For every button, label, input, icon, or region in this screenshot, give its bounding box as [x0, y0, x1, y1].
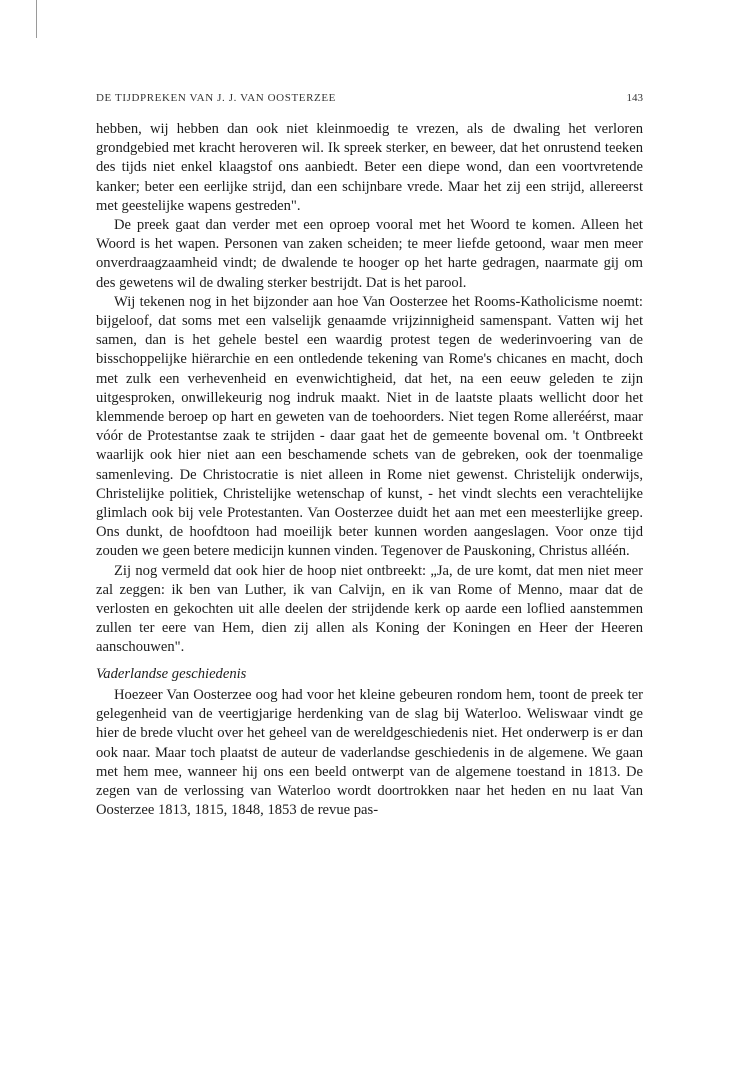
- running-header: [96, 92, 643, 104]
- page-number: 143: [626, 92, 643, 104]
- paragraph: hebben, wij hebben dan ook niet kleinmoedig te vrezen, als de dwaling het verloren grondgebied met kracht heroveren wil. Ik spreek sterker, en beweer, dat het onrustend teeken des tijds niet enkel klaagstof ons aanbiedt. Beter een diepe wond, dan een voortvretende kanker; beter een eerlijke strijd, dan een schijnbare vrede. Maar het zij een strijd, allereerst met geestelijke wapens gestreden".: [96, 121, 643, 214]
- scan-edge-line: [36, 0, 37, 38]
- body-text: [96, 120, 643, 820]
- paragraph: Wij tekenen nog in het bijzonder aan hoe Van Oosterzee het Rooms-Katholicisme noemt: bijgeloof, dat soms met een valselijk genaamde vrijzinnigheid samenspant. Vatten wij het samen, dan is het gehele bestel een waardig protest tegen de wederinvoering van de bisschoppelijke hiërarchie en een ontledende tekening van Rome's chicanes en macht, doch met zulk een verhevenheid en evenwichtigheid, dat het, na een eeuw geleden te zijn uitgesproken, onwillekeurig nog indruk maakt. Niet in de laatste plaats wellicht door het klemmende beroep op hart en geweten van de toehoorders. Niet tegen Rome alleréérst, maar vóór de Protestantse zaak te strijden - daar gaat het de gemeente bovenal om. 't Ontbreekt waarlijk ook hier niet aan een beschamende schets van de gebreken, ook der toenmalige samenleving. De Christocratie is niet alleen in Rome niet gewenst. Christelijk onderwijs, Christelijke politiek, Christelijke wetenschap of kunst, - het vindt slechts een verachtelijke glimlach ook bij vele Protestanten. Van Oosterzee duidt het aan met een meesterlijke greep. Ons dunkt, de hoofdtoon had moeilijk beter kunnen worden aangeslagen. Voor onze tijd zouden we geen betere medicijn kunnen vinden. Tegenover de Pauskoning, Christus alléén.: [96, 293, 643, 560]
- paragraph: De preek gaat dan verder met een oproep vooral met het Woord te komen. Alleen het Woord is het wapen. Personen van zaken scheiden; te meer liefde getoond, waar men meer onverdraagzaamheid vindt; de dwalende te hooger op het harte gedragen, naarmate gij om des gewetens wil de dwaling sterker bestrijdt. Dat is het parool.: [96, 217, 643, 291]
- section-heading: Vaderlandse geschiedenis: [96, 665, 247, 682]
- running-title: DE TIJDPREKEN VAN J. J. VAN OOSTERZEE: [96, 92, 336, 104]
- paragraph: Hoezeer Van Oosterzee oog had voor het kleine gebeuren rondom hem, toont de preek ter gelegenheid van de veertigjarige herdenking van de slag bij Waterloo. Weliswaar vindt ge hier de brede vlucht over het geheel van de wereldgeschiedenis niet. Het onderwerp is er dan ook naar. Maar toch plaatst de auteur de vaderlandse geschiedenis in de algemene. We gaan met hem mee, wanneer hij ons een beeld ontwerpt van de algemene toestand in 1813. De zegen van de verlossing van Waterloo wordt doortrokken naar het heden en nu laat Van Oosterzee 1813, 1815, 1848, 1853 de revue pas-: [96, 686, 643, 819]
- paragraph: Zij nog vermeld dat ook hier de hoop niet ontbreekt: „Ja, de ure komt, dat men niet meer zal zeggen: ik ben van Luther, ik van Calvijn, en ik van Rome of Menno, maar dat de verlosten en gekochten uit alle deelen der strijdende kerk op aarde een loflied aanstemmen zullen ter eere van Hem, dien zij allen als Koning der Koningen en Heer der Heeren aanschouwen".: [96, 562, 643, 656]
